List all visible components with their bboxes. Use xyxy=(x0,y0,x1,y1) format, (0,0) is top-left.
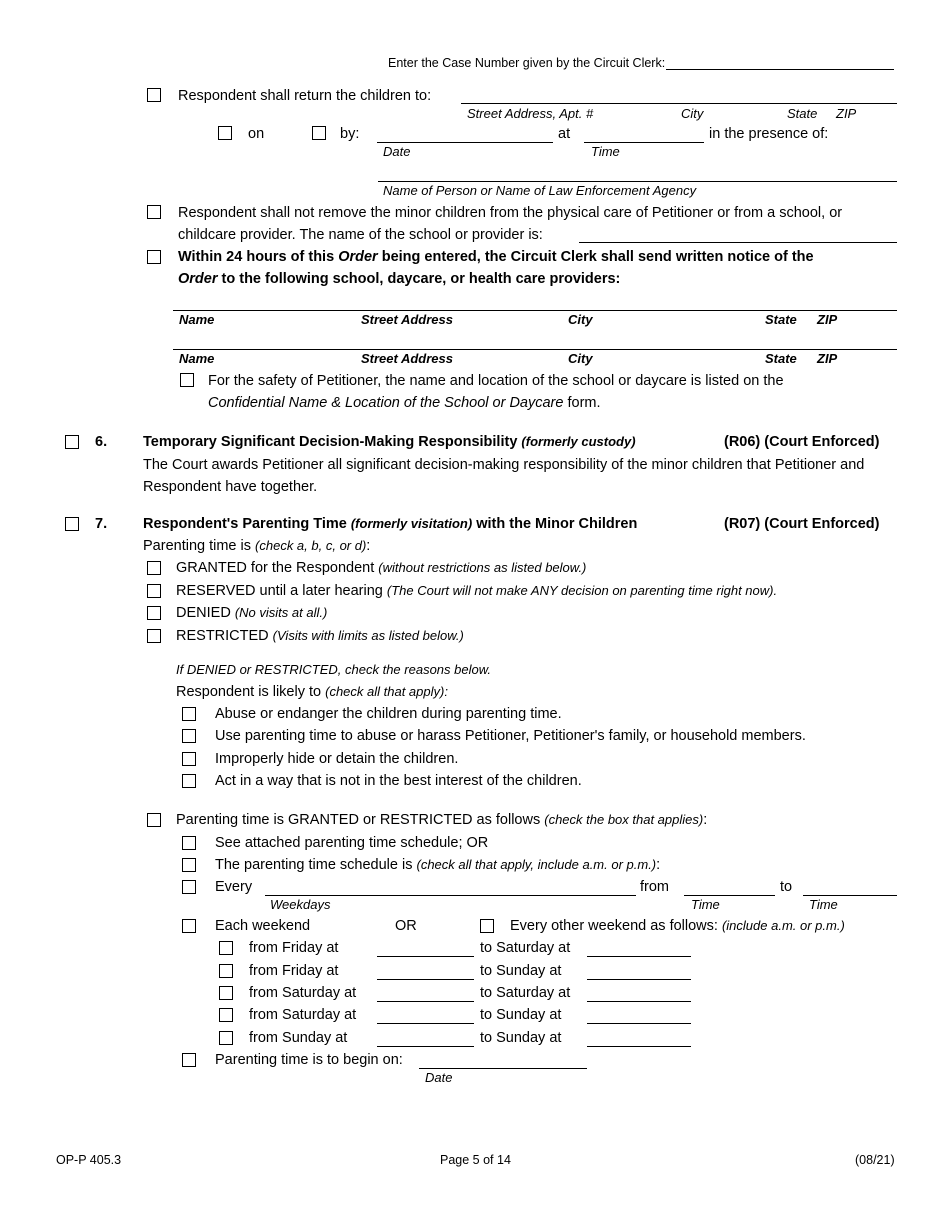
schedule-label: The parenting time schedule is (check all that apply, include a.m. or p.m.): xyxy=(215,857,661,873)
return-children-checkbox[interactable] xyxy=(147,88,161,102)
by-label: by: xyxy=(340,126,360,142)
weekend-row-checkbox[interactable] xyxy=(219,964,233,978)
weekend-row-to-field[interactable] xyxy=(587,1046,691,1047)
weekend-row-from: from Saturday at xyxy=(249,985,357,1001)
safety-checkbox[interactable] xyxy=(180,373,194,387)
option-reserved-label: RESERVED until a later hearing (The Court will not make ANY decision on parenting time right now). xyxy=(176,583,778,599)
notice-line1: Within 24 hours of this Order being entered, the Circuit Clerk shall send written notice of the xyxy=(178,249,814,265)
date-label: Date xyxy=(383,144,411,159)
weekend-row-from-field[interactable] xyxy=(377,1046,474,1047)
provider-2-zip-label: ZIP xyxy=(817,351,838,366)
not-remove-checkbox[interactable] xyxy=(147,205,161,219)
begin-date-sublabel: Date xyxy=(425,1070,453,1085)
safety-line1: For the safety of Petitioner, the name and location of the school or daycare is listed on the xyxy=(208,373,784,389)
provider-2-street-label: Street Address xyxy=(361,351,453,366)
zip-label: ZIP xyxy=(836,106,857,121)
schedule-checkbox[interactable] xyxy=(182,858,196,872)
notice-line2: Order to the following school, daycare, or health care providers: xyxy=(178,271,621,287)
city-label: City xyxy=(681,106,704,121)
option-granted-label: GRANTED for the Respondent (without restrictions as listed below.) xyxy=(176,560,587,576)
weekdays-label: Weekdays xyxy=(270,897,331,912)
return-date-field[interactable] xyxy=(377,142,553,143)
provider-1-city-label: City xyxy=(568,312,593,327)
provider-2-name-label: Name xyxy=(179,351,215,366)
presence-person-field[interactable] xyxy=(378,181,897,182)
return-children-label: Respondent shall return the children to: xyxy=(178,88,432,104)
return-time-field[interactable] xyxy=(584,142,704,143)
option-denied-checkbox[interactable] xyxy=(147,606,161,620)
option-reserved-checkbox[interactable] xyxy=(147,584,161,598)
on-label: on xyxy=(248,126,265,142)
reason-best-interest-label: Act in a way that is not in the best interest of the children. xyxy=(215,773,582,789)
begin-date-field[interactable] xyxy=(419,1068,587,1069)
option-denied-label: DENIED (No visits at all.) xyxy=(176,605,328,621)
not-remove-line1: Respondent shall not remove the minor children from the physical care of Petitioner or from a school, or xyxy=(178,205,843,221)
provider-2-state-label: State xyxy=(765,351,797,366)
each-weekend-label: Each weekend xyxy=(215,918,311,934)
reason-harass-label: Use parenting time to abuse or harass Petitioner, Petitioner's family, or household members. xyxy=(215,728,806,744)
from-label: from xyxy=(640,879,669,895)
weekend-row-to: to Saturday at xyxy=(480,940,571,956)
weekdays-field[interactable] xyxy=(265,895,636,896)
or-label: OR xyxy=(395,918,417,934)
weekend-row-to: to Sunday at xyxy=(480,1030,562,1046)
return-address-field[interactable] xyxy=(461,103,897,104)
time-label: Time xyxy=(591,144,620,159)
reason-hide-checkbox[interactable] xyxy=(182,752,196,766)
weekend-row-to-field[interactable] xyxy=(587,956,691,957)
safety-line2: Confidential Name & Location of the School or Daycare form. xyxy=(208,395,601,411)
provider-2-field[interactable] xyxy=(173,349,897,350)
reason-abuse-checkbox[interactable] xyxy=(182,707,196,721)
weekend-row-from-field[interactable] xyxy=(377,1023,474,1024)
parenting-intro: Parenting time is (check a, b, c, or d): xyxy=(143,538,371,554)
weekend-row-to: to Sunday at xyxy=(480,1007,562,1023)
reason-abuse-label: Abuse or endanger the children during parenting time. xyxy=(215,706,562,722)
section-6-code: (R06) (Court Enforced) xyxy=(724,434,880,450)
every-other-weekend-label: Every other weekend as follows: (include a.m. or p.m.) xyxy=(510,918,845,934)
at-label: at xyxy=(558,126,571,142)
section-6-title: Temporary Significant Decision-Making Responsibility (formerly custody) xyxy=(143,434,636,450)
every-label: Every xyxy=(215,879,253,895)
form-id: OP-P 405.3 xyxy=(56,1153,122,1167)
to-label: to xyxy=(780,879,793,895)
weekend-row-from: from Friday at xyxy=(249,963,339,979)
attached-schedule-label: See attached parenting time schedule; OR xyxy=(215,835,489,851)
weekend-row-from-field[interactable] xyxy=(377,979,474,980)
not-remove-line2: childcare provider. The name of the school or provider is: xyxy=(178,227,543,243)
section-7-checkbox[interactable] xyxy=(65,517,79,531)
reason-hide-label: Improperly hide or detain the children. xyxy=(215,751,459,767)
by-checkbox[interactable] xyxy=(312,126,326,140)
section-6-body1: The Court awards Petitioner all significant decision-making responsibility of the minor children that Petitioner and xyxy=(143,457,865,473)
provider-1-street-label: Street Address xyxy=(361,312,453,327)
weekend-row-from-field[interactable] xyxy=(377,1001,474,1002)
section-6-number: 6. xyxy=(95,434,108,450)
presence-label: in the presence of: xyxy=(709,126,829,142)
granted-as-follows-checkbox[interactable] xyxy=(147,813,161,827)
weekend-row-from: from Saturday at xyxy=(249,1007,357,1023)
section-7-code: (R07) (Court Enforced) xyxy=(724,516,880,532)
street-label: Street Address, Apt. # xyxy=(467,106,594,121)
attached-schedule-checkbox[interactable] xyxy=(182,836,196,850)
form-version: (08/21) xyxy=(855,1153,895,1167)
state-label: State xyxy=(787,106,818,121)
every-other-weekend-checkbox[interactable] xyxy=(480,919,494,933)
granted-as-follows-label: Parenting time is GRANTED or RESTRICTED as follows (check the box that applies): xyxy=(176,812,708,828)
school-provider-field[interactable] xyxy=(579,242,897,243)
person-label: Name of Person or Name of Law Enforcement Agency xyxy=(383,183,697,198)
reason-harass-checkbox[interactable] xyxy=(182,729,196,743)
weekend-row-from: from Friday at xyxy=(249,940,339,956)
each-weekend-checkbox[interactable] xyxy=(182,919,196,933)
every-checkbox[interactable] xyxy=(182,880,196,894)
case-number-label: Enter the Case Number given by the Circuit Clerk: xyxy=(388,56,666,70)
reasons-intro: If DENIED or RESTRICTED, check the reasons below. xyxy=(176,662,491,677)
weekend-row-to: to Sunday at xyxy=(480,963,562,979)
section-6-checkbox[interactable] xyxy=(65,435,79,449)
section-7-title: Respondent's Parenting Time (formerly visitation) with the Minor Children xyxy=(143,516,638,532)
page-number: Page 5 of 14 xyxy=(440,1153,511,1167)
weekend-row-checkbox[interactable] xyxy=(219,1008,233,1022)
to-time-field[interactable] xyxy=(803,895,897,896)
provider-1-name-label: Name xyxy=(179,312,215,327)
begin-date-label: Parenting time is to begin on: xyxy=(215,1052,403,1068)
section-6-body2: Respondent have together. xyxy=(143,479,318,495)
to-time-label: Time xyxy=(809,897,838,912)
from-time-field[interactable] xyxy=(684,895,775,896)
on-checkbox[interactable] xyxy=(218,126,232,140)
notice-checkbox[interactable] xyxy=(147,250,161,264)
option-restricted-label: RESTRICTED (Visits with limits as listed below.) xyxy=(176,628,464,644)
reason-best-interest-checkbox[interactable] xyxy=(182,774,196,788)
option-restricted-checkbox[interactable] xyxy=(147,629,161,643)
provider-1-zip-label: ZIP xyxy=(817,312,838,327)
weekend-row-from: from Sunday at xyxy=(249,1030,348,1046)
weekend-row-from-field[interactable] xyxy=(377,956,474,957)
weekend-row-checkbox[interactable] xyxy=(219,941,233,955)
from-time-label: Time xyxy=(691,897,720,912)
weekend-row-to-field[interactable] xyxy=(587,979,691,980)
likely-label: Respondent is likely to (check all that apply): xyxy=(176,684,448,700)
weekend-row-checkbox[interactable] xyxy=(219,986,233,1000)
option-granted-checkbox[interactable] xyxy=(147,561,161,575)
case-number-field[interactable] xyxy=(666,69,894,70)
weekend-row-to-field[interactable] xyxy=(587,1001,691,1002)
provider-1-state-label: State xyxy=(765,312,797,327)
weekend-row-to: to Saturday at xyxy=(480,985,571,1001)
weekend-row-to-field[interactable] xyxy=(587,1023,691,1024)
weekend-row-checkbox[interactable] xyxy=(219,1031,233,1045)
provider-2-city-label: City xyxy=(568,351,593,366)
section-7-number: 7. xyxy=(95,516,108,532)
provider-1-field[interactable] xyxy=(173,310,897,311)
begin-date-checkbox[interactable] xyxy=(182,1053,196,1067)
